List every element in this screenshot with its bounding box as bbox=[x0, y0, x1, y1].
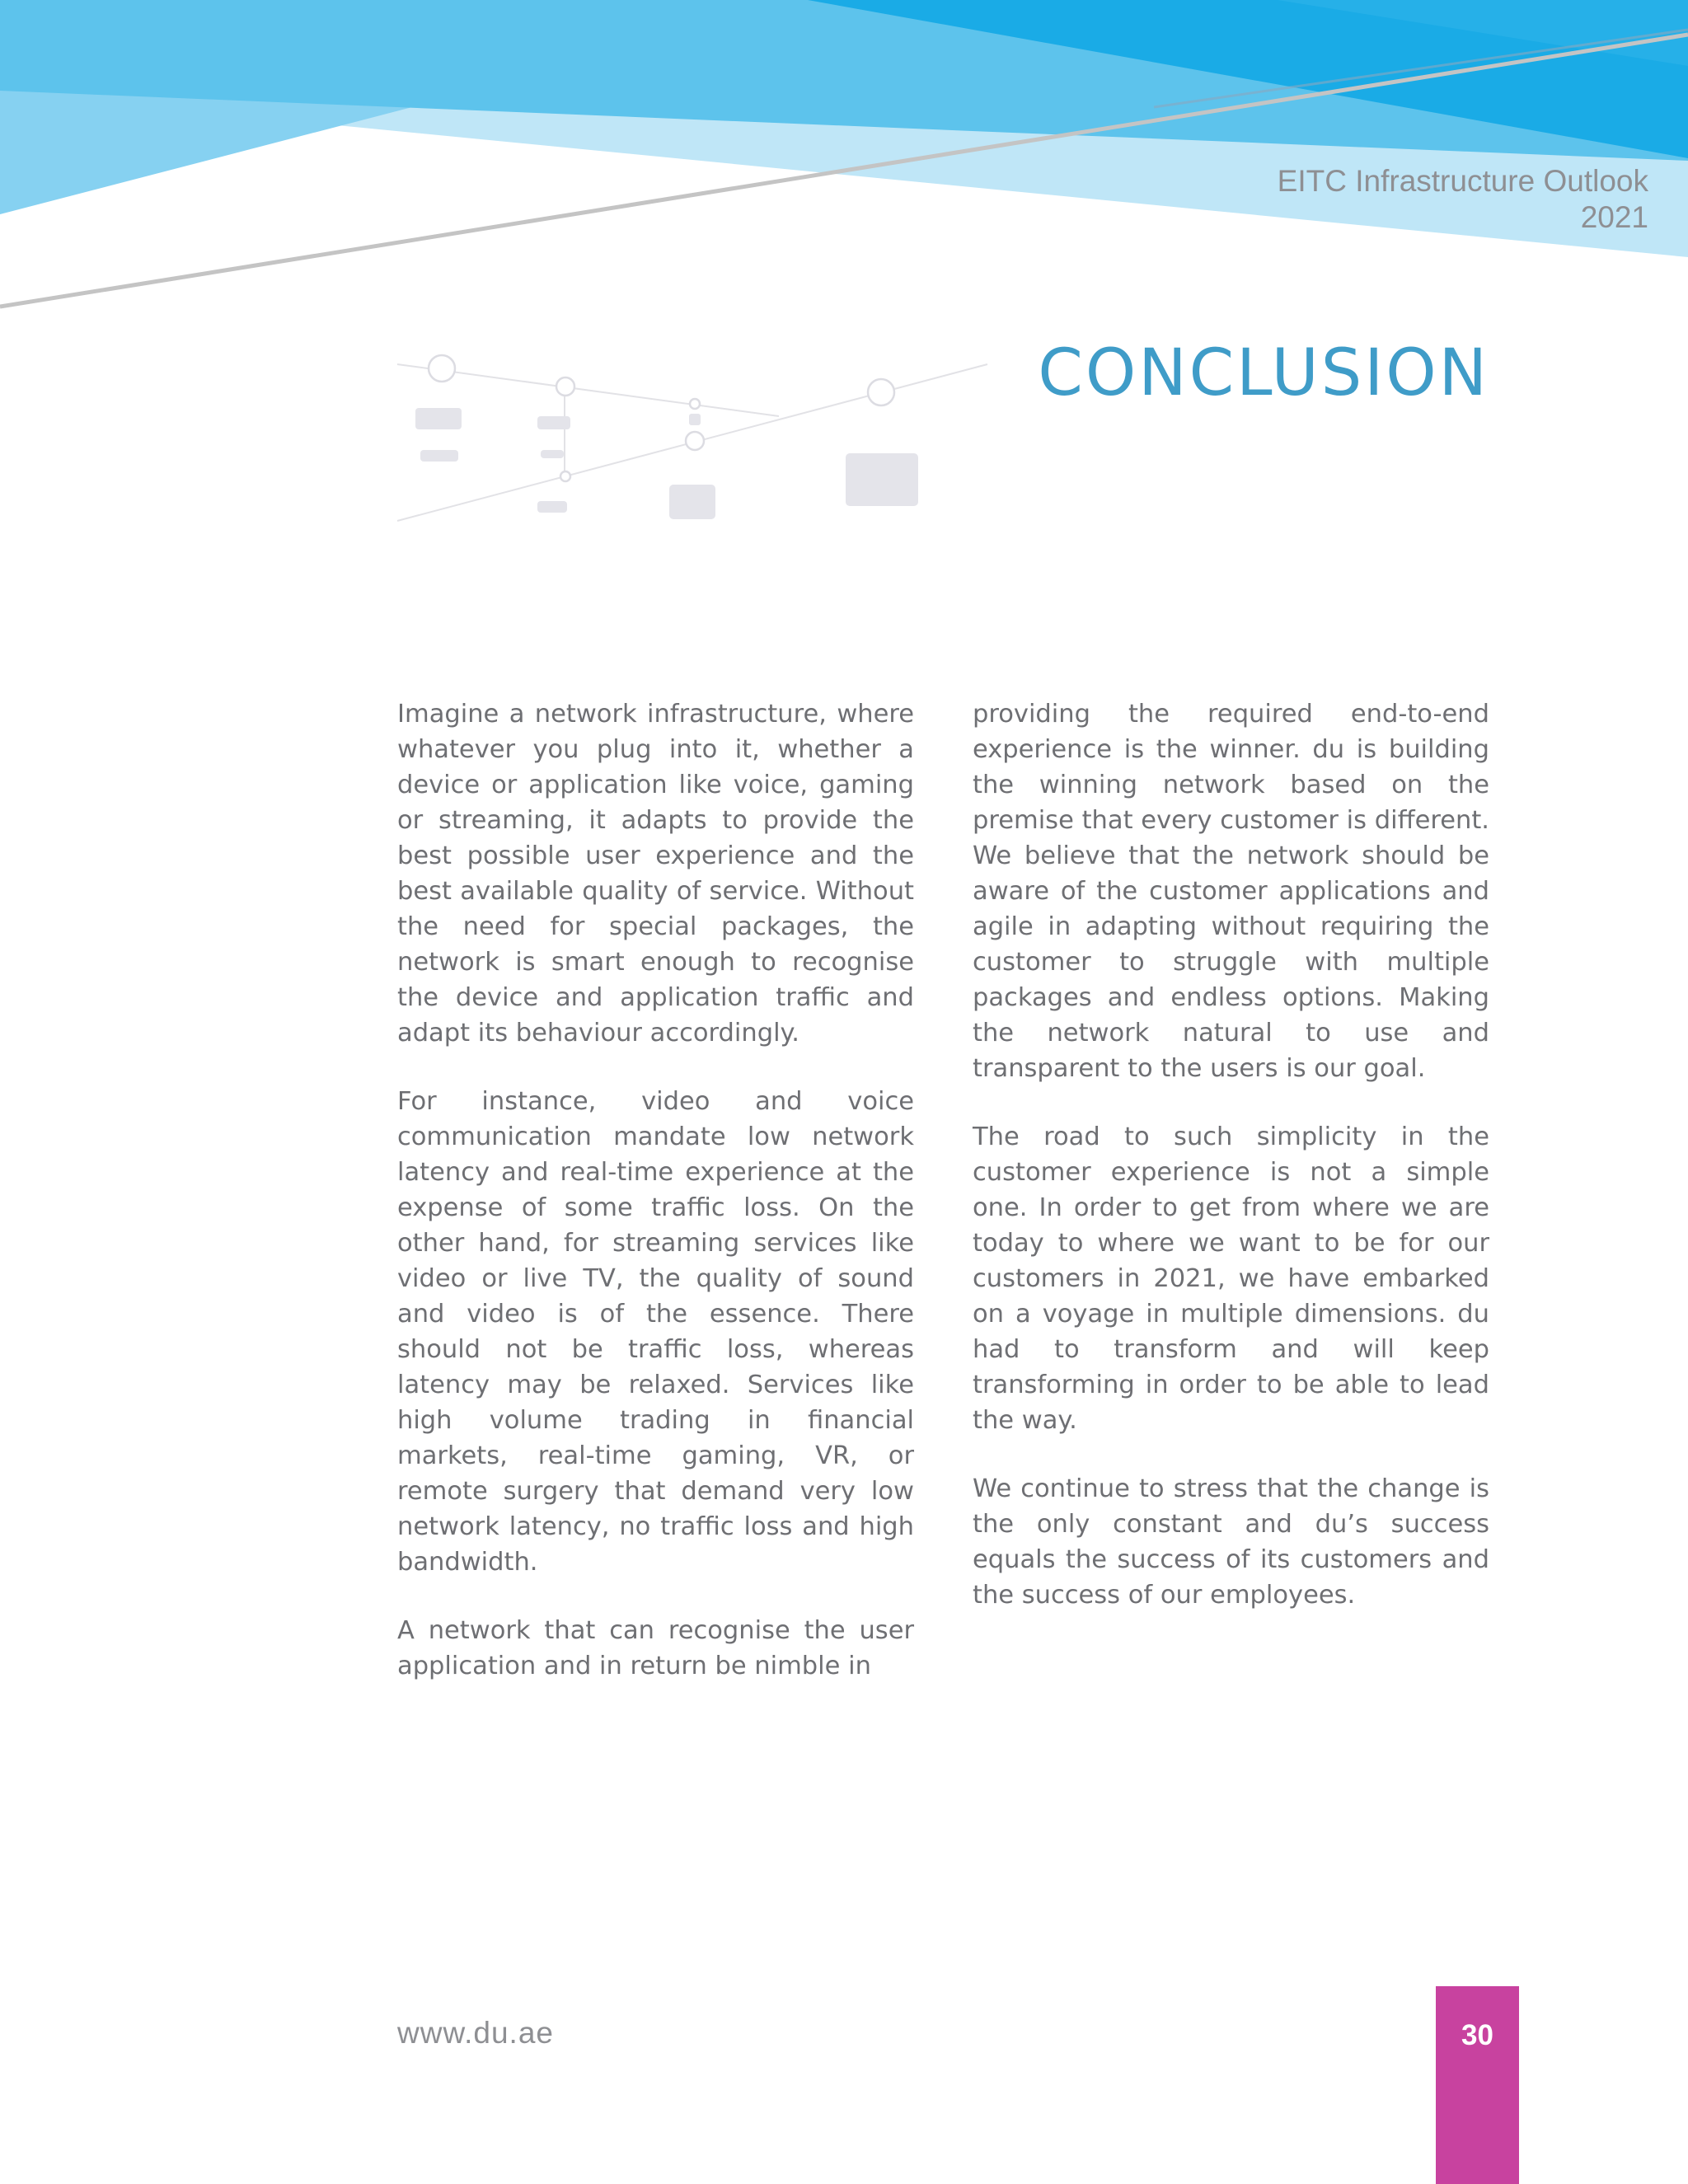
page-number: 30 bbox=[1461, 2019, 1493, 2051]
page-title: CONCLUSION bbox=[1038, 336, 1489, 410]
paragraph: The road to such simplicity in the customer experience is not a simple one. In order to get from where we are today to where we want to be for our customers in 2021, we have embarked on a voyage in multiple dimensions. du had to transform and will keep transforming in order to be able to lead the way. bbox=[973, 1122, 1489, 1435]
page-number-tab bbox=[1436, 1986, 1519, 2184]
publication-title: EITC Infrastructure Outlook bbox=[1277, 164, 1648, 198]
paragraph: For instance, video and voice communication mandate low network latency and real-time experience at the expense of some traffic loss. On the other hand, for streaming services like video or live TV, the quality of sound and video is of the essence. There should not be traffic loss, whereas latency may be relaxed. Services like high volume trading in financial markets, real-time gaming, VR, or remote surgery that demand very low network latency, no traffic loss and high bandwidth. bbox=[397, 1087, 914, 1577]
paragraph: A network that can recognise the user application and in return be nimble in bbox=[397, 1616, 914, 1680]
footer-website-link[interactable]: www.du.ae bbox=[397, 2016, 554, 2050]
paragraph: We continue to stress that the change is the only constant and du’s success equals the success of its customers and the success of our employees. bbox=[973, 1474, 1489, 1610]
network-graphic bbox=[387, 338, 997, 536]
publication-year: 2021 bbox=[1580, 200, 1648, 234]
publication-header bbox=[1071, 163, 1648, 236]
body-column-right bbox=[973, 696, 1489, 1646]
paragraph: providing the required end-to-end experience is the winner. du is building the winning network based on the premise that every customer is different. We believe that the network should be aware of the customer applications and agile in adapting without requiring the customer to struggle with multiple packages and endless options. Making the network natural to use and transparent to the users is our goal. bbox=[973, 700, 1489, 1083]
body-column-left bbox=[397, 696, 914, 1717]
paragraph: Imagine a network infrastructure, where whatever you plug into it, whether a device or application like voice, gaming or streaming, it adapts to provide the best possible user experience and the best available quality of service. Without the need for special packages, the network is smart enough to recognise the device and application traffic and adapt its behaviour accordingly. bbox=[397, 700, 914, 1047]
